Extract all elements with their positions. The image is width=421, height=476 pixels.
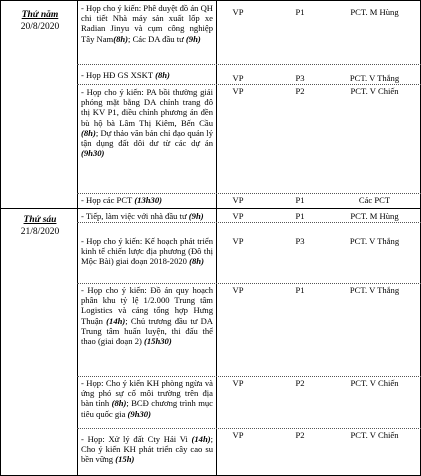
task-time: (9h30) (81, 148, 105, 159)
task-entry (81, 434, 213, 465)
task-text: - Họp: Xử lý đất Cty Hải Vi (81, 434, 192, 444)
row-divider (77, 193, 421, 194)
task-text: - Họp HĐ GS XSKT (81, 70, 156, 80)
task-text: ; BCĐ chương trình mục tiêu quốc gia (81, 398, 214, 419)
place-cell: VP (232, 73, 244, 83)
task-time: (9h30) (127, 408, 151, 419)
task-entry (81, 285, 213, 346)
task-entry (81, 378, 213, 419)
day-name: Thứ sáu (23, 215, 57, 225)
place-cell: VP (232, 7, 244, 17)
row-divider (77, 376, 421, 377)
leader-cell: PCT. V Thắng (349, 285, 400, 295)
task-entry (81, 195, 213, 205)
day-label (4, 214, 76, 238)
place-cell: VP (232, 211, 244, 221)
task-entry (81, 70, 213, 80)
row-divider (77, 222, 421, 223)
task-time: (8h) (113, 33, 129, 44)
day-date: 20/8/2020 (20, 22, 60, 32)
room-cell: P1 (295, 195, 305, 205)
task-entry (81, 3, 213, 44)
day-divider (0, 208, 421, 209)
room-cell: P3 (295, 236, 305, 246)
room-cell: P1 (295, 285, 305, 295)
task-entry (81, 236, 213, 267)
task-text: - Họp cho ý kiến: Đồ án quy hoạch phân khu tỷ lệ 1/2.000 Trung tâm Logistics và cảng tổng hợp Hưng Thuận (81, 285, 213, 326)
leader-cell: PCT. M Hùng (350, 211, 399, 221)
task-time: (8h) (111, 398, 127, 409)
row-divider (77, 283, 421, 284)
table-border-top (0, 0, 421, 1)
task-text: - Họp cho ý kiến: Kế hoạch phát triển kinh tế chiến lược địa phương (Đô thị Mộc Bài) giai đoạn 2018-2020 (81, 236, 213, 267)
leader-cell: PCT. M Hùng (350, 7, 399, 17)
task-time: (8h) (155, 70, 170, 80)
task-time: (14h) (106, 315, 126, 326)
task-text: ; Các DA đầu tư (128, 33, 186, 44)
task-time: (15h30) (144, 336, 172, 347)
place-cell: VP (232, 86, 244, 96)
day-name: Thứ năm (21, 10, 59, 20)
task-text: ; Dự thảo văn bản chỉ đạo quản lý tận dụng đất dôi dư từ các dự án (81, 127, 213, 149)
place-cell: VP (232, 378, 244, 388)
task-text: - Họp các PCT (81, 195, 135, 205)
day-date: 21/8/2020 (20, 227, 60, 237)
day-label (4, 9, 76, 33)
leader-cell: PCT. V Thắng (349, 236, 400, 246)
task-time: (8h) (189, 256, 204, 267)
room-cell: P2 (295, 378, 305, 388)
room-cell: P2 (295, 430, 305, 440)
leader-cell: Các PCT (358, 195, 391, 205)
table-border-left (0, 0, 1, 476)
row-divider (77, 428, 421, 429)
task-text: ; Chủ trương đầu tư DA Trung tâm huấn luyện, thi đấu thể thao (giai đoạn 2) (81, 315, 213, 347)
room-cell: P1 (295, 211, 305, 221)
room-cell: P3 (295, 73, 305, 83)
room-cell: P1 (295, 7, 305, 17)
place-cell: VP (232, 430, 244, 440)
place-cell: VP (232, 236, 244, 246)
task-text: - Họp cho ý kiến: PA bồi thường giải phóng mặt bằng DA chỉnh trang đô thị KV P1, điều chỉnh phương án đền bù hộ bà Lâm Thị Kiêm, Bến Cầu (81, 87, 213, 128)
task-entry (81, 87, 213, 158)
task-text: ; Cho ý kiến KH phát triển cây cao su bền vững (81, 434, 213, 465)
place-cell: VP (232, 195, 244, 205)
task-text: - Tiếp, làm việc với nhà đầu tư (81, 211, 189, 221)
task-entry (81, 211, 213, 221)
task-text: - Họp cho ý kiến: Phê duyệt đồ án QH chi tiết Nhà máy sản xuất lốp xe Radian Jinyu và cụm công nghiệp Tây Nam (81, 3, 213, 44)
task-time: (8h) (81, 127, 96, 138)
room-cell: P2 (295, 86, 305, 96)
task-time: (14h) (191, 434, 211, 444)
row-divider (77, 64, 421, 65)
leader-cell: PCT. V Chiến (350, 86, 399, 96)
task-text: - Họp: Cho ý kiến KH phòng ngừa và ứng phó sự cố môi trường trên địa bàn tỉnh (81, 378, 213, 409)
column-divider-day (77, 0, 78, 476)
place-cell: VP (232, 285, 244, 295)
leader-cell: PCT. V Chiến (350, 430, 399, 440)
row-divider (77, 84, 421, 85)
leader-cell: PCT. V Thắng (349, 73, 400, 83)
leader-cell: PCT. V Chiến (350, 378, 399, 388)
task-time: (9h) (188, 211, 204, 221)
task-time: (9h) (185, 33, 201, 44)
task-time: (15h) (115, 454, 135, 465)
task-time: (13h30) (134, 195, 163, 205)
